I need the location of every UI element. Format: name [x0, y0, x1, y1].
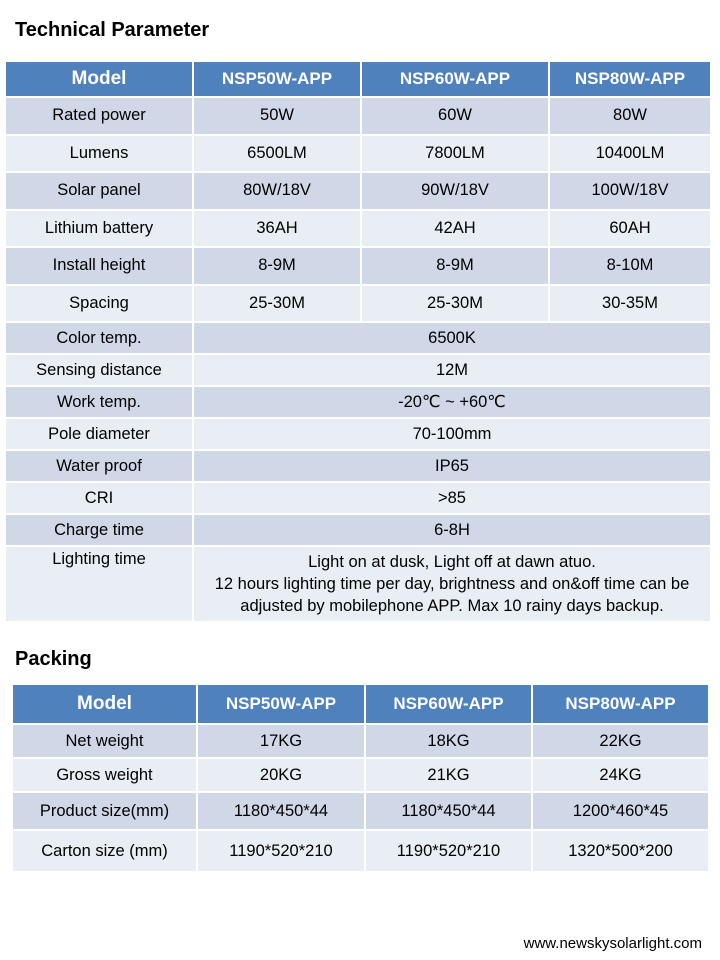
row-label: Water proof — [5, 450, 193, 482]
table-row-water-proof — [5, 450, 711, 482]
table-row-lumens — [5, 135, 711, 173]
row-label: Net weight — [12, 724, 197, 758]
table-row-gross-weight — [12, 758, 709, 792]
cell-value-shared: 12M — [193, 354, 711, 386]
table-row-rated-power — [5, 97, 711, 135]
table-row-pole-diameter — [5, 418, 711, 450]
cell-value: 21KG — [365, 758, 532, 792]
header-model: Model — [12, 684, 197, 724]
cell-value: 1320*500*200 — [532, 830, 709, 872]
cell-value: 6500LM — [193, 135, 361, 173]
cell-value: 17KG — [197, 724, 365, 758]
cell-value: 18KG — [365, 724, 532, 758]
cell-value: 1180*450*44 — [365, 792, 532, 830]
row-label: Work temp. — [5, 386, 193, 418]
cell-value: 42AH — [361, 210, 549, 248]
row-label: Carton size (mm) — [12, 830, 197, 872]
header-nsp60w: NSP60W-APP — [361, 61, 549, 97]
row-label: Spacing — [5, 285, 193, 323]
row-label: Color temp. — [5, 322, 193, 354]
packing-table — [11, 683, 710, 873]
table-row-charge-time — [5, 514, 711, 546]
cell-value-shared: IP65 — [193, 450, 711, 482]
cell-value-shared: 70-100mm — [193, 418, 711, 450]
cell-value-shared: -20℃ ~ +60℃ — [193, 386, 711, 418]
table-row-product-size — [12, 792, 709, 830]
cell-value: 36AH — [193, 210, 361, 248]
row-label: Charge time — [5, 514, 193, 546]
cell-value: 60W — [361, 97, 549, 135]
cell-value: 25-30M — [361, 285, 549, 323]
row-label: Gross weight — [12, 758, 197, 792]
table-row-lighting-time — [5, 546, 711, 622]
lighting-time-line: adjusted by mobilephone APP. Max 10 rainy days backup. — [240, 597, 664, 615]
table-row-install-height — [5, 247, 711, 285]
header-nsp50w: NSP50W-APP — [193, 61, 361, 97]
table-row-spacing — [5, 285, 711, 323]
cell-value: 20KG — [197, 758, 365, 792]
cell-value: 25-30M — [193, 285, 361, 323]
header-model: Model — [5, 61, 193, 97]
technical-parameter-title: Technical Parameter — [15, 19, 210, 41]
table-row-carton-size — [12, 830, 709, 872]
lighting-time-line: 12 hours lighting time per day, brightness and on&off time can be — [214, 575, 690, 593]
table-row-sensing-distance — [5, 354, 711, 386]
table-row-cri — [5, 482, 711, 514]
table-row-lithium-battery — [5, 210, 711, 248]
row-label: CRI — [5, 482, 193, 514]
cell-value: 80W — [549, 97, 711, 135]
header-nsp80w: NSP80W-APP — [532, 684, 709, 724]
table-row-work-temp — [5, 386, 711, 418]
cell-value: 1190*520*210 — [197, 830, 365, 872]
table-row-net-weight — [12, 724, 709, 758]
cell-value-shared: 6500K — [193, 322, 711, 354]
website-url: www.newskysolarlight.com — [523, 935, 702, 952]
header-nsp60w: NSP60W-APP — [365, 684, 532, 724]
row-label: Rated power — [5, 97, 193, 135]
header-nsp80w: NSP80W-APP — [549, 61, 711, 97]
cell-value: 10400LM — [549, 135, 711, 173]
cell-value: 8-9M — [361, 247, 549, 285]
cell-value-shared: 6-8H — [193, 514, 711, 546]
cell-value: 24KG — [532, 758, 709, 792]
table-row-color-temp — [5, 322, 711, 354]
cell-value: 1200*460*45 — [532, 792, 709, 830]
cell-value: 80W/18V — [193, 172, 361, 210]
cell-value: 50W — [193, 97, 361, 135]
row-label: Sensing distance — [5, 354, 193, 386]
lighting-time-line: Light on at dusk, Light off at dawn atuo. — [308, 553, 596, 571]
row-label: Lumens — [5, 135, 193, 173]
cell-value: 1190*520*210 — [365, 830, 532, 872]
cell-value-shared: >85 — [193, 482, 711, 514]
table-header-row — [5, 61, 711, 97]
table-header-row — [12, 684, 709, 724]
cell-value: 8-10M — [549, 247, 711, 285]
row-label: Product size(mm) — [12, 792, 197, 830]
row-label: Lithium battery — [5, 210, 193, 248]
row-label: Lighting time — [5, 546, 193, 622]
table-row-solar-panel — [5, 172, 711, 210]
packing-title: Packing — [15, 648, 92, 670]
cell-value: 60AH — [549, 210, 711, 248]
cell-value: 30-35M — [549, 285, 711, 323]
cell-value: 7800LM — [361, 135, 549, 173]
cell-value-lighting-time — [193, 546, 711, 622]
technical-parameter-table — [4, 60, 712, 623]
cell-value: 8-9M — [193, 247, 361, 285]
row-label: Solar panel — [5, 172, 193, 210]
row-label: Pole diameter — [5, 418, 193, 450]
header-nsp50w: NSP50W-APP — [197, 684, 365, 724]
cell-value: 90W/18V — [361, 172, 549, 210]
row-label: Install height — [5, 247, 193, 285]
cell-value: 100W/18V — [549, 172, 711, 210]
cell-value: 1180*450*44 — [197, 792, 365, 830]
cell-value: 22KG — [532, 724, 709, 758]
